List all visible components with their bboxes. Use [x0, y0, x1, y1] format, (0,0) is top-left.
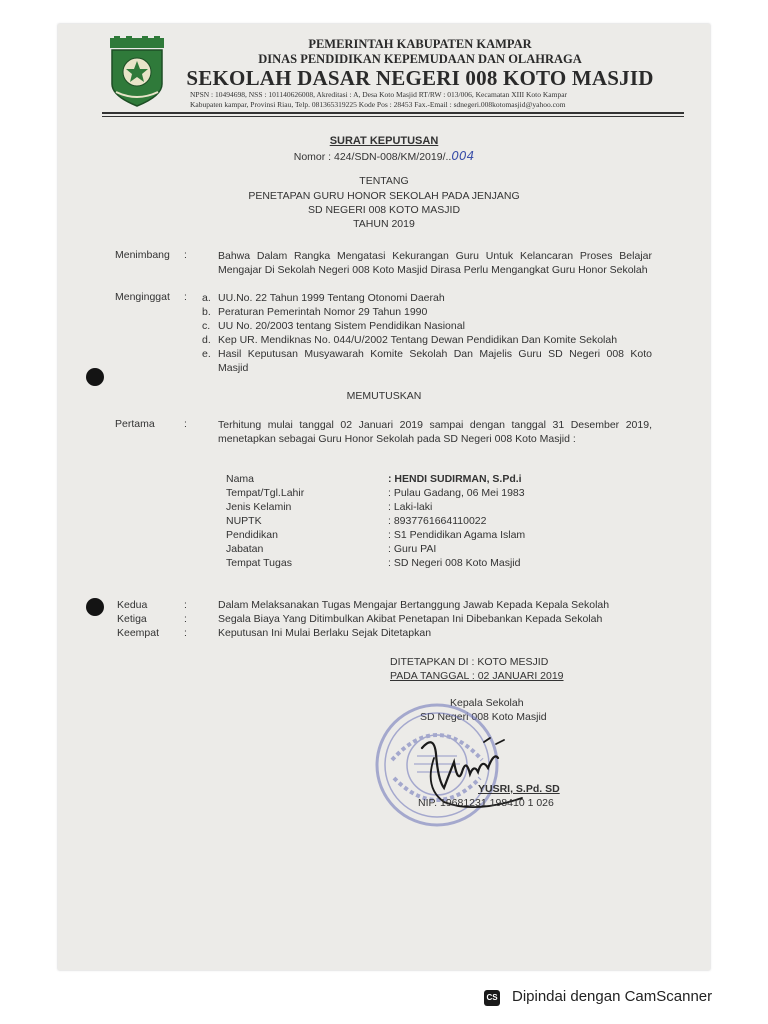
- mengingat-item-mark: c.: [202, 320, 211, 332]
- identity-label: Pendidikan: [226, 529, 278, 541]
- punch-hole: [86, 368, 104, 386]
- signatory-name: YUSRI, S.Pd. SD: [478, 783, 560, 795]
- decree-heading: SURAT KEPUTUSAN: [329, 135, 439, 147]
- mengingat-item-continued: Masjid: [218, 362, 249, 374]
- document-page: [58, 24, 710, 970]
- menimbang-text: Bahwa Dalam Rangka Mengatasi Kekurangan Guru Untuk Kelancaran Proses Belajar Mengajar Di Sekolah Negeri 008 Koto Masjid Dirasa Perlu Mengangkat Guru Honor Sekolah: [218, 250, 652, 276]
- clause-colon: :: [184, 613, 187, 625]
- clause-text: Keputusan Ini Mulai Berlaku Sejak Ditetapkan: [218, 627, 432, 639]
- identity-label: Jenis Kelamin: [226, 501, 292, 513]
- clause-label: Kedua: [117, 599, 148, 611]
- mengingat-item: Kep UR. Mendiknas No. 044/U/2002 Tentang Dewan Pendidikan Dan Komite Sekolah: [218, 334, 618, 346]
- pertama-text: Terhitung mulai tanggal 02 Januari 2019 sampai dengan tanggal 31 Desember 2019, menetapkan sebagai Guru Honor Sekolah pada SD Negeri 008 Koto Masjid :: [218, 419, 652, 445]
- mengingat-item: UU.No. 22 Tahun 1999 Tentang Otonomi Daerah: [218, 292, 445, 304]
- mengingat-item-mark: e.: [202, 348, 211, 360]
- pertama-colon: :: [184, 418, 187, 430]
- identity-value: : Laki-laki: [388, 501, 433, 513]
- letterhead-contact: Kabupaten kampar, Provinsi Riau, Telp. 081365319225 Kode Pos : 28453 Fax.-Email : sdnegeri.008kotomasjid@yahoo.com: [190, 100, 566, 109]
- identity-label: NUPTK: [226, 515, 262, 527]
- mengingat-label: Menginggat: [115, 291, 170, 303]
- identity-value: : SD Negeri 008 Koto Masjid: [388, 557, 521, 569]
- menimbang-colon: :: [184, 249, 187, 261]
- signatory-title: Kepala Sekolah: [450, 697, 524, 709]
- identity-label: Tempat Tugas: [226, 557, 292, 569]
- mengingat-colon: :: [184, 291, 187, 303]
- memutuskan-heading: MEMUTUSKAN: [346, 390, 422, 402]
- signatory-school: SD Negeri 008 Koto Masjid: [420, 711, 547, 723]
- letterhead-rule-thick: [102, 112, 684, 114]
- identity-label: Jabatan: [226, 543, 264, 555]
- letterhead-government: PEMERINTAH KABUPATEN KAMPAR: [308, 37, 532, 51]
- camscanner-watermark: [470, 983, 755, 1013]
- subject-line-3: TAHUN 2019: [353, 218, 415, 230]
- signatory-nip: NIP. 19681231 198410 1 026: [418, 797, 554, 809]
- letterhead-school-ids: NPSN : 10494698, NSS : 101140626008, Akreditasi : A, Desa Koto Masjid RT/RW : 013/006, Kecamatan XIII Koto Kampar: [190, 90, 568, 99]
- camscanner-label: Dipindai dengan CamScanner: [512, 988, 713, 1005]
- clause-text: Dalam Melaksanakan Tugas Mengajar Bertanggung Jawab Kepada Kepala Sekolah: [218, 599, 610, 611]
- letterhead-department: DINAS PENDIDIKAN KEPEMUDAAN DAN OLAHRAGA: [258, 52, 582, 66]
- camscanner-logo-icon: CS: [484, 990, 500, 1006]
- subject-line-1: PENETAPAN GURU HONOR SEKOLAH PADA JENJANG: [248, 190, 520, 202]
- identity-value: : HENDI SUDIRMAN, S.Pd.i: [388, 473, 522, 485]
- decree-number: Nomor : 424/SDN-008/KM/2019/..004: [293, 149, 475, 163]
- identity-value: : Pulau Gadang, 06 Mei 1983: [388, 487, 525, 499]
- letterhead-rule-thin: [102, 116, 684, 117]
- punch-hole: [86, 598, 104, 616]
- identity-value: : S1 Pendidikan Agama Islam: [388, 529, 526, 541]
- clause-label: Ketiga: [117, 613, 147, 625]
- mengingat-item-mark: a.: [202, 292, 211, 304]
- clause-text: Segala Biaya Yang Ditimbulkan Akibat Penetapan Ini Dibebankan Kepada Sekolah: [218, 613, 603, 625]
- letterhead-school-name: SEKOLAH DASAR NEGERI 008 KOTO MASJID: [186, 66, 654, 90]
- handwritten-number: 004: [451, 149, 475, 163]
- subject-line-2: SD NEGERI 008 KOTO MASJID: [307, 204, 461, 216]
- mengingat-item: Peraturan Pemerintah Nomor 29 Tahun 1990: [218, 306, 428, 318]
- ditetapkan-di: DITETAPKAN DI : KOTO MESJID: [390, 656, 549, 668]
- pertama-label: Pertama: [115, 418, 155, 430]
- mengingat-item: UU No. 20/2003 tentang Sistem Pendidikan Nasional: [218, 320, 465, 332]
- clause-colon: :: [184, 627, 187, 639]
- clause-colon: :: [184, 599, 187, 611]
- identity-value: : 8937761664110022: [388, 515, 487, 527]
- identity-label: Tempat/Tgl.Lahir: [226, 487, 305, 499]
- kampar-regency-emblem-icon: [106, 36, 168, 108]
- about-label: TENTANG: [359, 175, 409, 187]
- mengingat-item-mark: b.: [202, 306, 211, 318]
- mengingat-item-mark: d.: [202, 334, 211, 346]
- identity-value: : Guru PAI: [388, 543, 437, 555]
- mengingat-item: Hasil Keputusan Musyawarah Komite Sekolah Dan Majelis Guru SD Negeri 008 Koto: [218, 348, 652, 360]
- pada-tanggal: PADA TANGGAL : 02 JANUARI 2019: [390, 670, 564, 682]
- identity-label: Nama: [226, 473, 255, 485]
- menimbang-label: Menimbang: [115, 249, 170, 261]
- clause-label: Keempat: [117, 627, 160, 639]
